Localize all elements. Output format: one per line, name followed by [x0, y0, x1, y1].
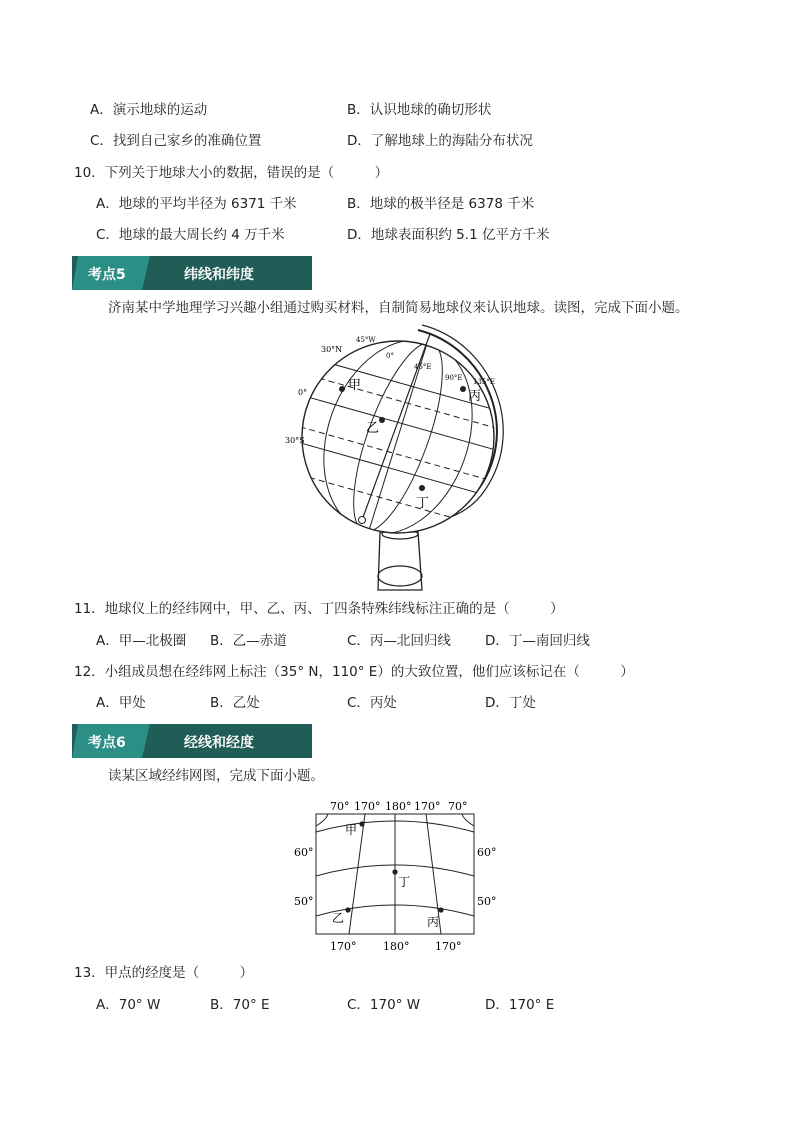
grid-right-label-50: 50°: [477, 895, 497, 908]
point-jia: 甲: [348, 378, 362, 393]
section6-intro: 读某区域经纬网图，完成下面小题。: [108, 768, 324, 784]
lat-label-30s: 30°S: [285, 436, 305, 445]
grid-top-label-2: 170°: [354, 800, 381, 813]
point-bing: 丙: [468, 389, 482, 404]
grid-point-jia: 甲: [345, 823, 358, 837]
q11-option-c: C．丙—北回归线: [347, 633, 451, 649]
section-number: 考点5: [88, 267, 126, 283]
lon-label-90e: 90°E: [445, 374, 463, 382]
grid-bottom-label-3: 170°: [435, 940, 462, 953]
q10-option-c: C．地球的最大周长约 4 万千米: [96, 227, 285, 243]
lon-label-45w: 45°W: [356, 336, 376, 344]
section-banner-6: [72, 724, 312, 758]
grid-top-label-3: 180°: [385, 800, 412, 813]
grid-left-label-50: 50°: [294, 895, 314, 908]
q10-option-b: B．地球的极半径是 6378 千米: [347, 196, 535, 212]
globe-figure: [280, 322, 520, 594]
q11-stem: 11．地球仪上的经纬网中，甲、乙、丙、丁四条特殊纬线标注正确的是（ ）: [74, 601, 564, 617]
point-ding: 丁: [416, 496, 430, 511]
q12-option-c: C．丙处: [347, 695, 397, 711]
q12-stem: 12．小组成员想在经纬网上标注（35° N，110° E）的大致位置，他们应该标记在（ ）: [74, 664, 634, 680]
q13-option-a: A．70° W: [96, 997, 161, 1013]
grid-point-bing: 丙: [427, 915, 440, 929]
lon-label-0: 0°: [386, 352, 394, 360]
grid-bottom-label-1: 170°: [330, 940, 357, 953]
q12-option-a: A．甲处: [96, 695, 146, 711]
q10-option-a: A．地球的平均半径为 6371 千米: [96, 196, 297, 212]
q11-option-b: B．乙—赤道: [210, 633, 287, 649]
q9-option-c: C．找到自己家乡的准确位置: [90, 133, 262, 149]
section-title: 纬线和纬度: [184, 267, 254, 283]
point-yi: 乙: [366, 421, 380, 436]
grid-top-label-5: 70°: [448, 800, 468, 813]
q13-stem: 13．甲点的经度是（ ）: [74, 965, 254, 981]
lon-label-135e: 135°E: [473, 378, 495, 386]
q13-option-b: B．70° E: [210, 997, 270, 1013]
q11-option-d: D．丁—南回归线: [485, 633, 590, 649]
grid-point-ding: 丁: [398, 875, 411, 889]
section-number: 考点6: [88, 735, 126, 751]
lon-label-45e: 45°E: [414, 363, 432, 371]
grid-right-label-60: 60°: [477, 846, 497, 859]
lat-label-0: 0°: [298, 388, 308, 397]
q10-stem: 10．下列关于地球大小的数据，错误的是（ ）: [74, 165, 389, 181]
q9-option-d: D．了解地球上的海陆分布状况: [347, 133, 533, 149]
q12-option-d: D．丁处: [485, 695, 536, 711]
section-title: 经线和经度: [184, 735, 254, 751]
grid-top-label-4: 170°: [414, 800, 441, 813]
lat-label-30n: 30°N: [321, 345, 343, 354]
grid-top-label-1: 70°: [330, 800, 350, 813]
section5-intro: 济南某中学地理学习兴趣小组通过购买材料，自制简易地球仪来认识地球。读图，完成下面小题。: [108, 300, 689, 316]
q13-option-d: D．170° E: [485, 997, 555, 1013]
q10-option-d: D．地球表面积约 5.1 亿平方千米: [347, 227, 550, 243]
grid-bottom-label-2: 180°: [383, 940, 410, 953]
grid-point-yi: 乙: [332, 911, 345, 925]
q9-option-b: B．认识地球的确切形状: [347, 102, 492, 118]
q9-option-a: A．演示地球的运动: [90, 102, 208, 118]
q12-option-b: B．乙处: [210, 695, 260, 711]
lat-lon-grid-figure: [290, 794, 510, 956]
q11-option-a: A．甲—北极圈: [96, 633, 187, 649]
grid-left-label-60: 60°: [294, 846, 314, 859]
section-banner-5: [72, 256, 312, 290]
q13-option-c: C．170° W: [347, 997, 421, 1013]
